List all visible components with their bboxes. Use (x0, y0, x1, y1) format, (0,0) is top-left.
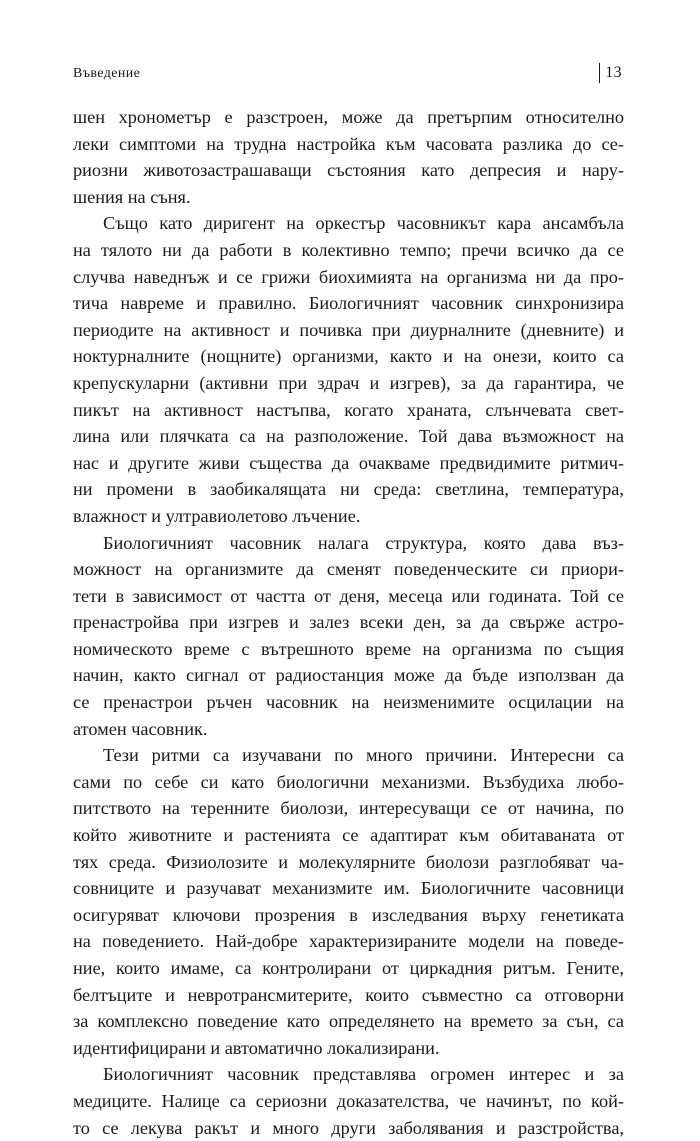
text-line: периодите на активност и почивка при диурналните (дневните) и (73, 319, 624, 340)
text-line: медиците. Налице са сериозни доказателства, че начинът, по кой- (73, 1090, 624, 1111)
text-line: питството на теренните биолози, интересуващи се от начина, по (73, 798, 624, 819)
text-line: на тялото ни да работи в колективно темпо; пречи всичко да се (73, 239, 624, 260)
running-header (73, 66, 622, 88)
text-line: можност на организмите да сменят поведенческите си приори- (73, 559, 624, 580)
text-line: сами по себе си като биологични механизми. Възбудиха любо- (73, 771, 624, 792)
text-line: ние, които имаме, са контролирани от циркадния ритъм. Гените, (73, 958, 624, 978)
text-line: който животните и растенията се адаптират към обитаваната от (73, 825, 624, 846)
text-line: влажност и ултравиолетово лъчение. (73, 505, 361, 526)
text-line: за комплексно поведение като определянето на времето за сън, са (73, 1011, 624, 1032)
text-line: то се лекува ракът и много други заболявания и разстройства, (73, 1117, 624, 1138)
page-number: 13 (605, 64, 622, 81)
text-line: номическото време с вътрешното време на организма по същия (73, 638, 624, 659)
text-line: лина или плячката са на разположение. Той дава възможност на (73, 426, 624, 447)
text-line: Също като диригент на оркестър часовникът кара ансамбъла (103, 213, 624, 234)
text-line: белтъците и невротрансмитерите, които съвместно са отговорни (73, 984, 624, 1005)
section-title: Въведение (73, 66, 141, 81)
text-line: тях среда. Физиолозите и молекулярните биолози разглобяват ча- (73, 851, 624, 872)
text-line: риозни животозастрашаващи състояния като депресия и нару- (73, 160, 624, 181)
text-line: пренастройва при изгрев и залез всеки ден, за да свърже астро- (73, 612, 624, 633)
text-line: идентифицирани и автоматично локализирани. (73, 1037, 440, 1058)
text-line: ноктурналните (нощните) организми, както и на онези, които са (73, 346, 624, 367)
text-line: шения на съня. (73, 186, 191, 207)
body-text (73, 104, 624, 1141)
text-line: атомен часовник. (73, 718, 208, 739)
header-separator (599, 63, 600, 83)
text-line: Биологичният часовник представлява огромен интерес и за (103, 1064, 624, 1085)
text-line: тети в зависимост от частта от деня, месеца или годината. Той се (73, 585, 624, 606)
text-line: се пренастрои ръчен часовник на неизменимите осцилации на (73, 692, 624, 713)
text-line: осигуряват ключови прозрения в изследвания върху генетиката (73, 904, 624, 925)
text-line: Биологичният часовник налага структура, която дава въз- (103, 532, 624, 553)
text-line: тича навреме и правилно. Биологичният часовник синхронизира (73, 293, 624, 314)
text-line: Тези ритми са изучавани по много причини. Интересни са (103, 745, 624, 766)
text-line: леки симптоми на трудна настройка към часовата разлика до се- (73, 133, 624, 154)
text-line: пикът на активност настъпва, когато храната, слънчевата свет- (73, 399, 624, 420)
text-line: совниците и разучават механизмите им. Биологичните часовници (73, 878, 624, 899)
text-line: ни промени в заобикалящата ни среда: светлина, температура, (73, 479, 624, 500)
text-line: крепускуларни (активни при здрач и изгрев), за да гарантира, че (73, 372, 624, 393)
text-line: шен хронометър е разстроен, може да претърпим относително (73, 107, 624, 127)
text-line: случва наведнъж и се грижи биохимията на организма ни да про- (73, 266, 624, 287)
text-line: нас и другите живи същества да очакваме предвидимите ритмич- (73, 452, 624, 473)
text-line: на поведението. Най-добре характеризираните модели на поведе- (73, 931, 624, 952)
text-line: начин, както сигнал от радиостанция може да бъде използван да (73, 665, 624, 686)
